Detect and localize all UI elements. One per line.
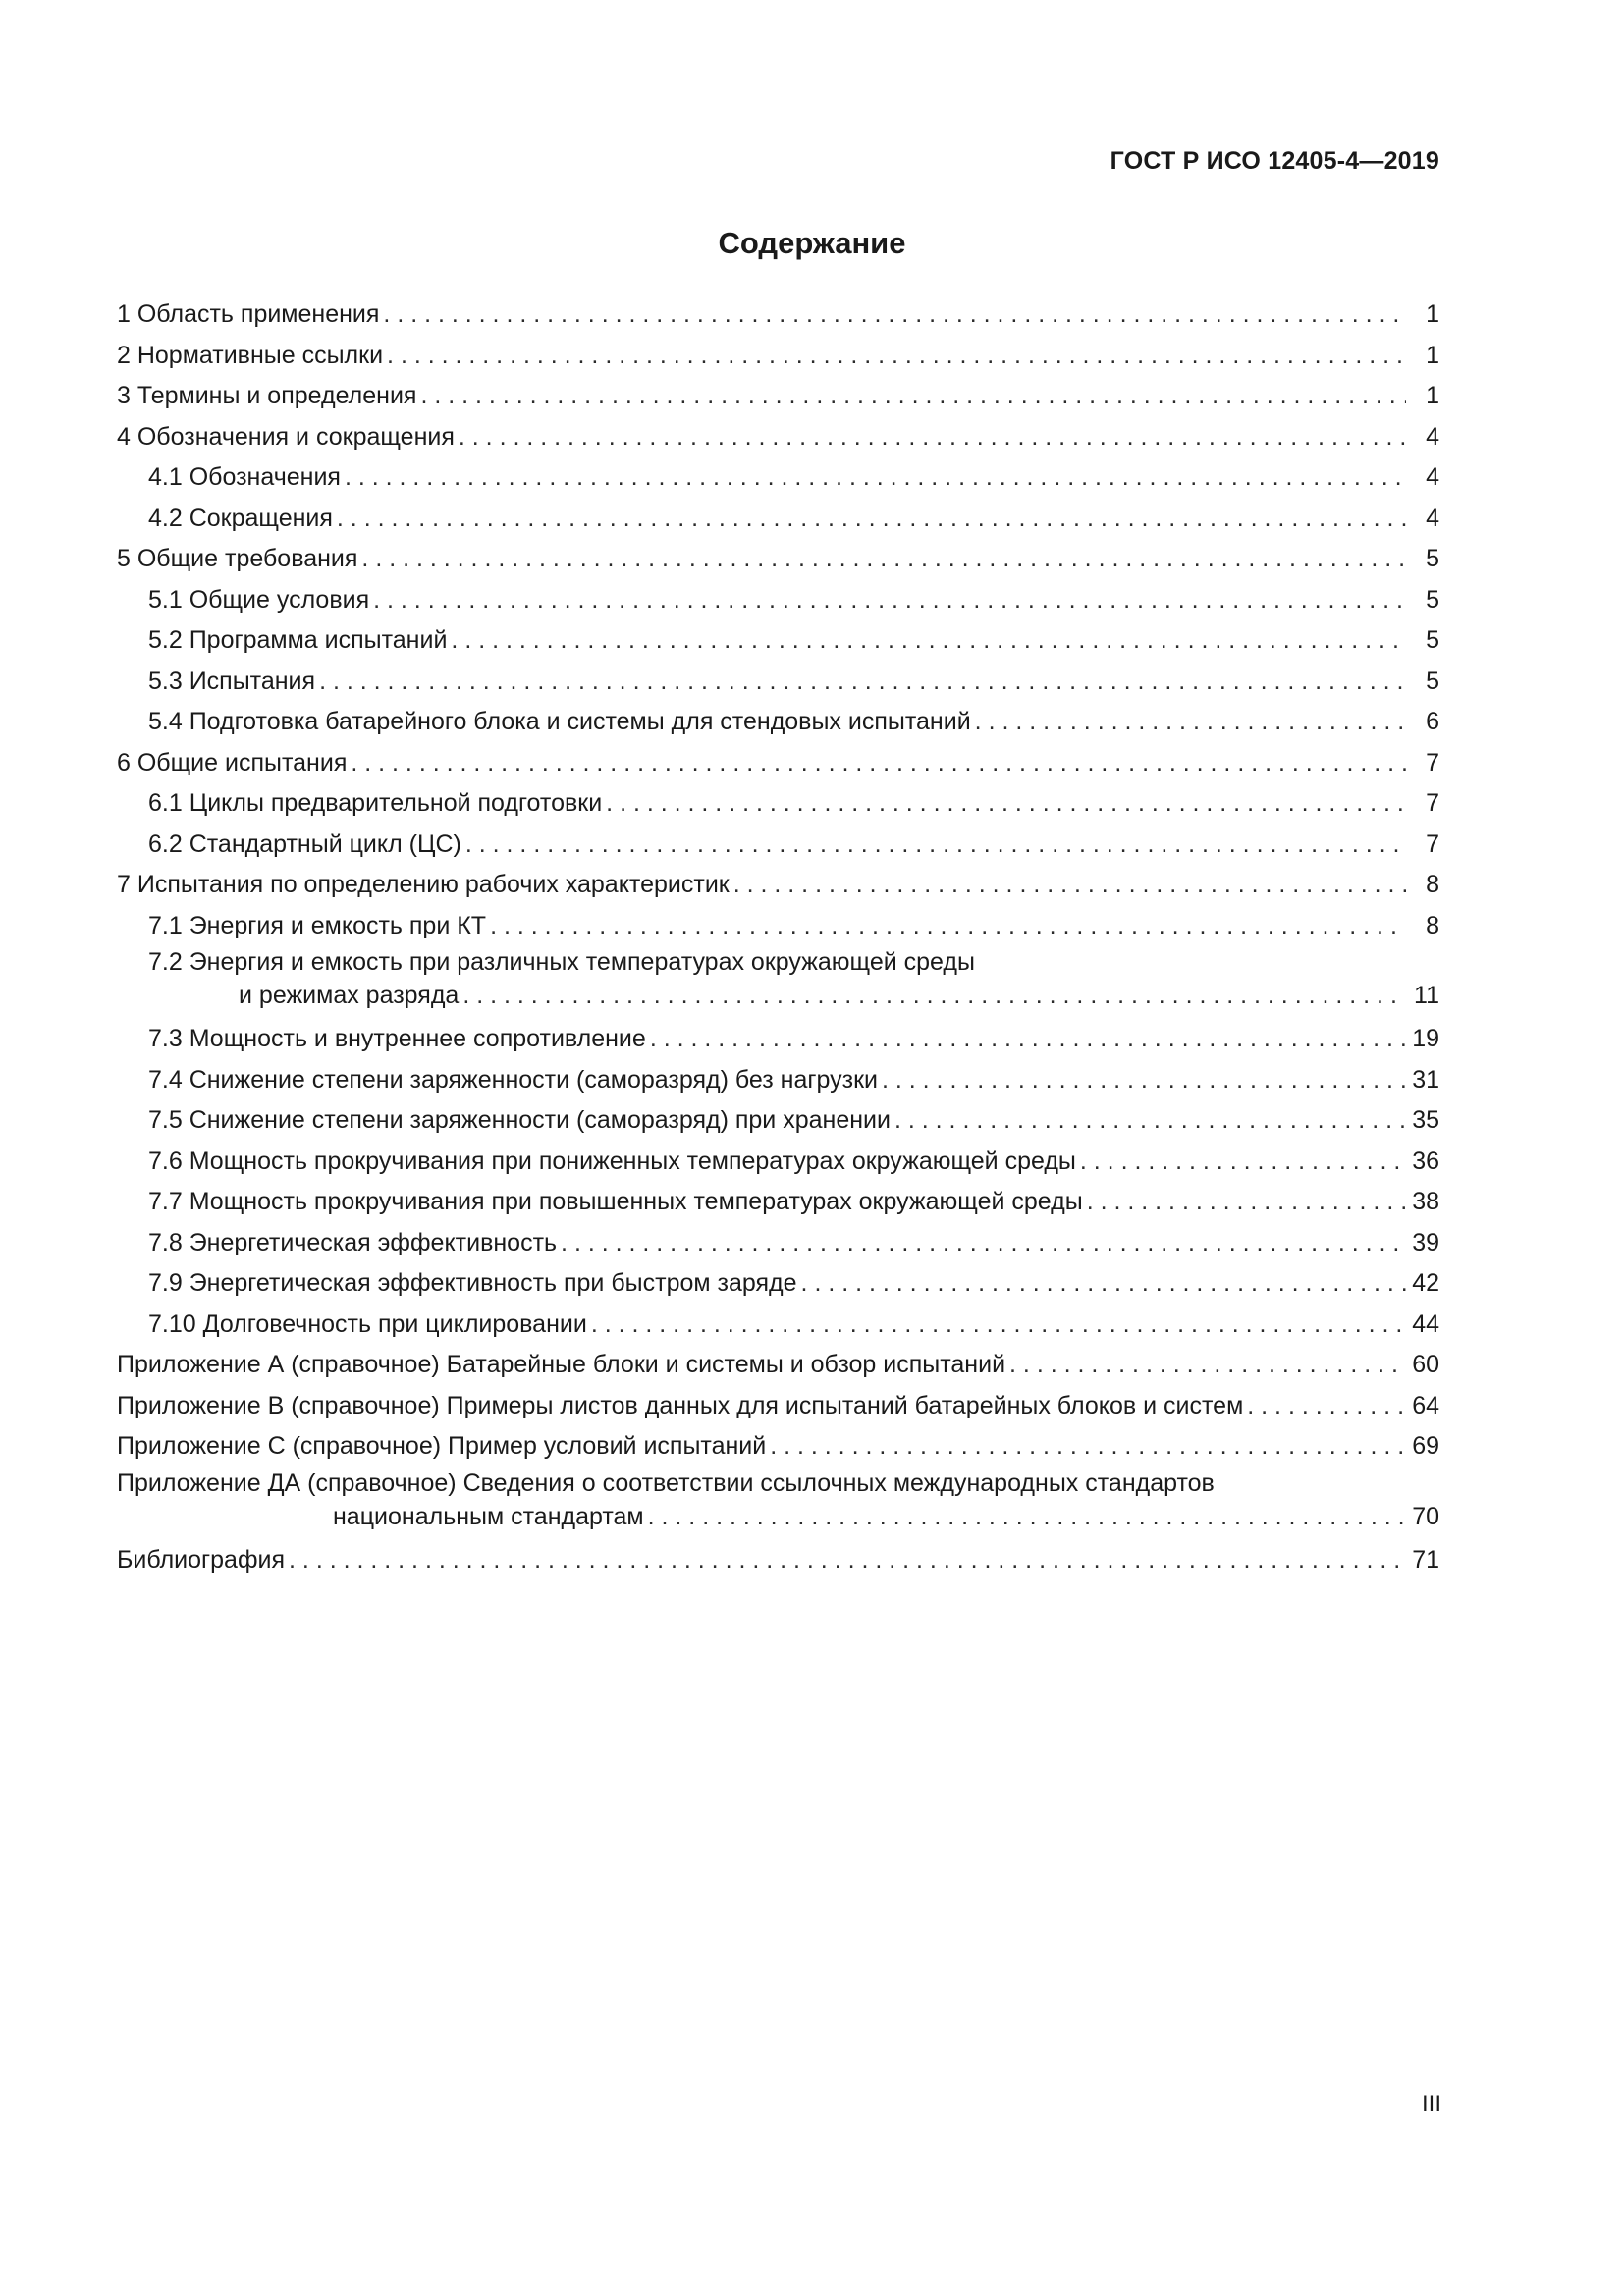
toc-entry[interactable]: 7 Испытания по определению рабочих характеристик . . . 8 bbox=[117, 865, 1439, 906]
toc-entry[interactable]: 7.10 Долговечность при циклировании . . . 44 bbox=[117, 1305, 1439, 1346]
toc-entry[interactable]: 4 Обозначения и сокращения . . . 4 bbox=[117, 417, 1439, 458]
document-designation: ГОСТ Р ИСО 12405-4—2019 bbox=[1110, 147, 1439, 175]
toc-entry[interactable]: 5.1 Общие условия . . . 5 bbox=[117, 580, 1439, 621]
toc-entry[interactable]: 5 Общие требования . . . 5 bbox=[117, 539, 1439, 580]
toc-entry[interactable]: 7.7 Мощность прокручивания при повышенных температурах окружающей среды . . . 38 bbox=[117, 1182, 1439, 1223]
toc-entry-multiline[interactable]: Приложение ДА (справочное) Сведения о соответствии ссылочных международных стандартов национальным стандартам . . . 70 bbox=[117, 1468, 1439, 1534]
toc-title: Содержание bbox=[718, 226, 906, 260]
toc-entry[interactable]: Приложение А (справочное) Батарейные блоки и системы и обзор испытаний . . . 60 bbox=[117, 1345, 1439, 1386]
toc-entry-label-continuation: национальным стандартам bbox=[333, 1502, 644, 1530]
toc-entry[interactable]: 6 Общие испытания . . . 7 bbox=[117, 743, 1439, 784]
toc-entry-label: Приложение ДА (справочное) Сведения о соответствии ссылочных международных стандартов bbox=[117, 1468, 1215, 1497]
toc-entry[interactable]: 7.4 Снижение степени заряженности (саморазряд) без нагрузки . . . 31 bbox=[117, 1060, 1439, 1101]
toc-entry[interactable]: 3 Термины и определения . . . 1 bbox=[117, 376, 1439, 417]
toc-entry[interactable]: 2 Нормативные ссылки . . . 1 bbox=[117, 336, 1439, 377]
toc-entry[interactable]: 6.2 Стандартный цикл (ЦС) . . . 7 bbox=[117, 825, 1439, 866]
toc-entry[interactable]: 1 Область применения . . . 1 bbox=[117, 294, 1439, 336]
toc-entry[interactable]: 5.3 Испытания . . . 5 bbox=[117, 662, 1439, 703]
toc-entry[interactable]: 5.4 Подготовка батарейного блока и системы для стендовых испытаний . . . 6 bbox=[117, 702, 1439, 743]
toc-entry[interactable]: Библиография . . . 71 bbox=[117, 1540, 1439, 1581]
toc-entry[interactable]: 4.2 Сокращения . . . 4 bbox=[117, 499, 1439, 540]
toc-entry[interactable]: 7.6 Мощность прокручивания при пониженных температурах окружающей среды . . . 36 bbox=[117, 1142, 1439, 1183]
toc-entry[interactable]: 5.2 Программа испытаний . . . 5 bbox=[117, 620, 1439, 662]
toc-entry[interactable]: Приложение С (справочное) Пример условий испытаний . . . 69 bbox=[117, 1426, 1439, 1468]
toc-entry[interactable]: 7.8 Энергетическая эффективность . . . 39 bbox=[117, 1223, 1439, 1264]
table-of-contents bbox=[117, 294, 1439, 1580]
toc-entry[interactable]: 4.1 Обозначения . . . 4 bbox=[117, 457, 1439, 499]
toc-entry[interactable]: 7.9 Энергетическая эффективность при быстром заряде . . . 42 bbox=[117, 1263, 1439, 1305]
toc-entry[interactable]: 6.1 Циклы предварительной подготовки . . . 7 bbox=[117, 783, 1439, 825]
toc-entry-label-continuation: и режимах разряда bbox=[239, 982, 460, 1009]
toc-entry[interactable]: 7.1 Энергия и емкость при КТ . . . 8 bbox=[117, 906, 1439, 947]
toc-entry-multiline[interactable]: 7.2 Энергия и емкость при различных температурах окружающей среды и режимах разряда . . . 11 bbox=[117, 946, 1439, 1013]
toc-entry[interactable]: Приложение В (справочное) Примеры листов данных для испытаний батарейных блоков и систем . . . 64 bbox=[117, 1386, 1439, 1427]
toc-entry[interactable]: 7.3 Мощность и внутреннее сопротивление . . . 19 bbox=[117, 1019, 1439, 1060]
page-number: III bbox=[1421, 2091, 1441, 2117]
toc-entry-label: 7.2 Энергия и емкость при различных температурах окружающей среды bbox=[148, 948, 975, 976]
toc-entry[interactable]: 7.5 Снижение степени заряженности (саморазряд) при хранении . . . 35 bbox=[117, 1100, 1439, 1142]
